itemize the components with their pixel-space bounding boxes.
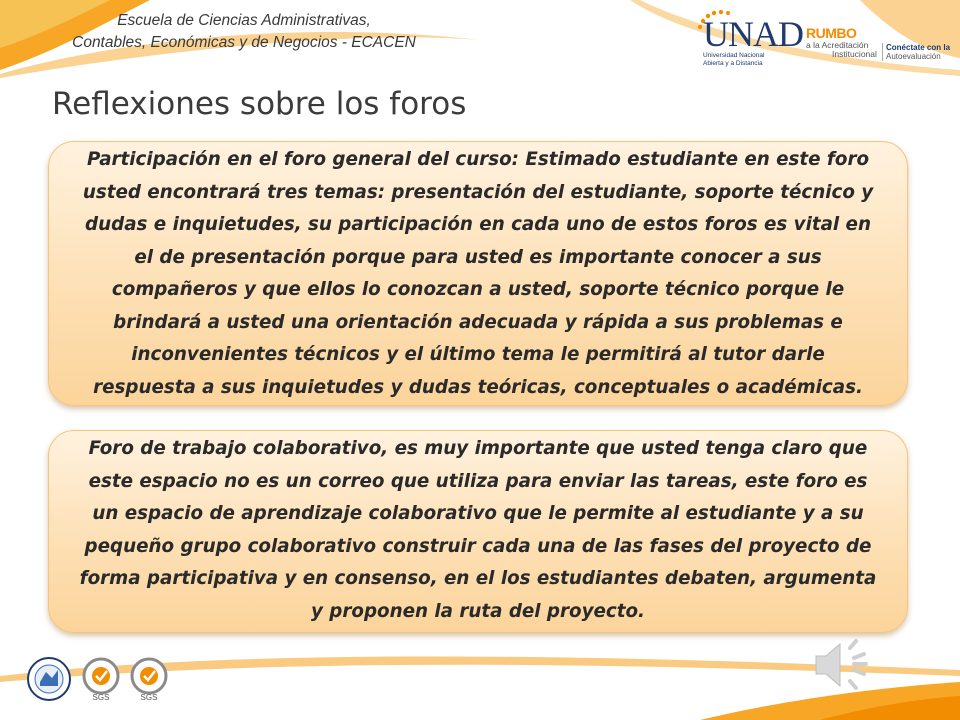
school-name-line2: Contables, Económicas y de Negocios - ECACEN xyxy=(72,34,416,51)
unad-logo-text xyxy=(703,16,803,52)
rumbo-right-line2: Autoevaluación xyxy=(886,52,941,61)
unad-subtitle: Universidad Nacional Abierta y a Distancia xyxy=(703,52,765,67)
page-title: Reflexiones sobre los foros xyxy=(52,86,467,122)
general-forum-text: Participación en el foro general del curso: Estimado estudiante en este foro usted encontrará tres temas: presentación del estudiante, soporte técnico y dudas e inquietudes, su participación en cada uno de estos foros es vital en el de presentación porque para usted es importante conocer a sus compañeros y que ellos lo conozcan a usted, soporte técnico porque le brindará a usted una orientación adecuada y rápida a sus problemas e inconvenientes técnicos y el último tema le permitirá al tutor darle respuesta a sus inquietudes y dudas teóricas, conceptuales o académicas. xyxy=(82,149,874,398)
rumbo-acreditacion-logo xyxy=(806,25,956,65)
rumbo-right-line1: Conéctate con la xyxy=(886,43,951,52)
general-forum-box xyxy=(48,141,908,406)
sgs-cert-icon xyxy=(126,656,172,702)
collaborative-forum-box xyxy=(48,430,908,633)
colombia-seal-icon xyxy=(26,656,72,702)
collaborative-forum-text: Foro de trabajo colaborativo, es muy importante que usted tenga claro que este espacio no es un correo que utiliza para enviar las tareas, este foro es un espacio de aprendizaje colaborativo que le permite al estudiante y a su pequeño grupo colaborativo construir cada una de las fases del proyecto de forma participativa y en consenso, en el los estudiantes debaten, argumenta y proponen la ruta del proyecto. xyxy=(79,438,877,622)
rumbo-title: RUMBO xyxy=(806,25,857,41)
unad-logo-word: UNAD xyxy=(703,14,803,54)
sgs-cert-icon xyxy=(78,656,124,702)
speaker-icon[interactable] xyxy=(812,636,872,694)
sgs-label: SGS xyxy=(92,693,110,702)
rumbo-line1: a la Acreditación xyxy=(806,40,869,50)
rumbo-line2: Institucional xyxy=(832,49,877,59)
rumbo-right xyxy=(882,43,950,61)
sgs-label: SGS xyxy=(140,693,158,702)
school-name xyxy=(14,10,474,54)
school-name-line1: Escuela de Ciencias Administrativas, xyxy=(117,12,371,29)
